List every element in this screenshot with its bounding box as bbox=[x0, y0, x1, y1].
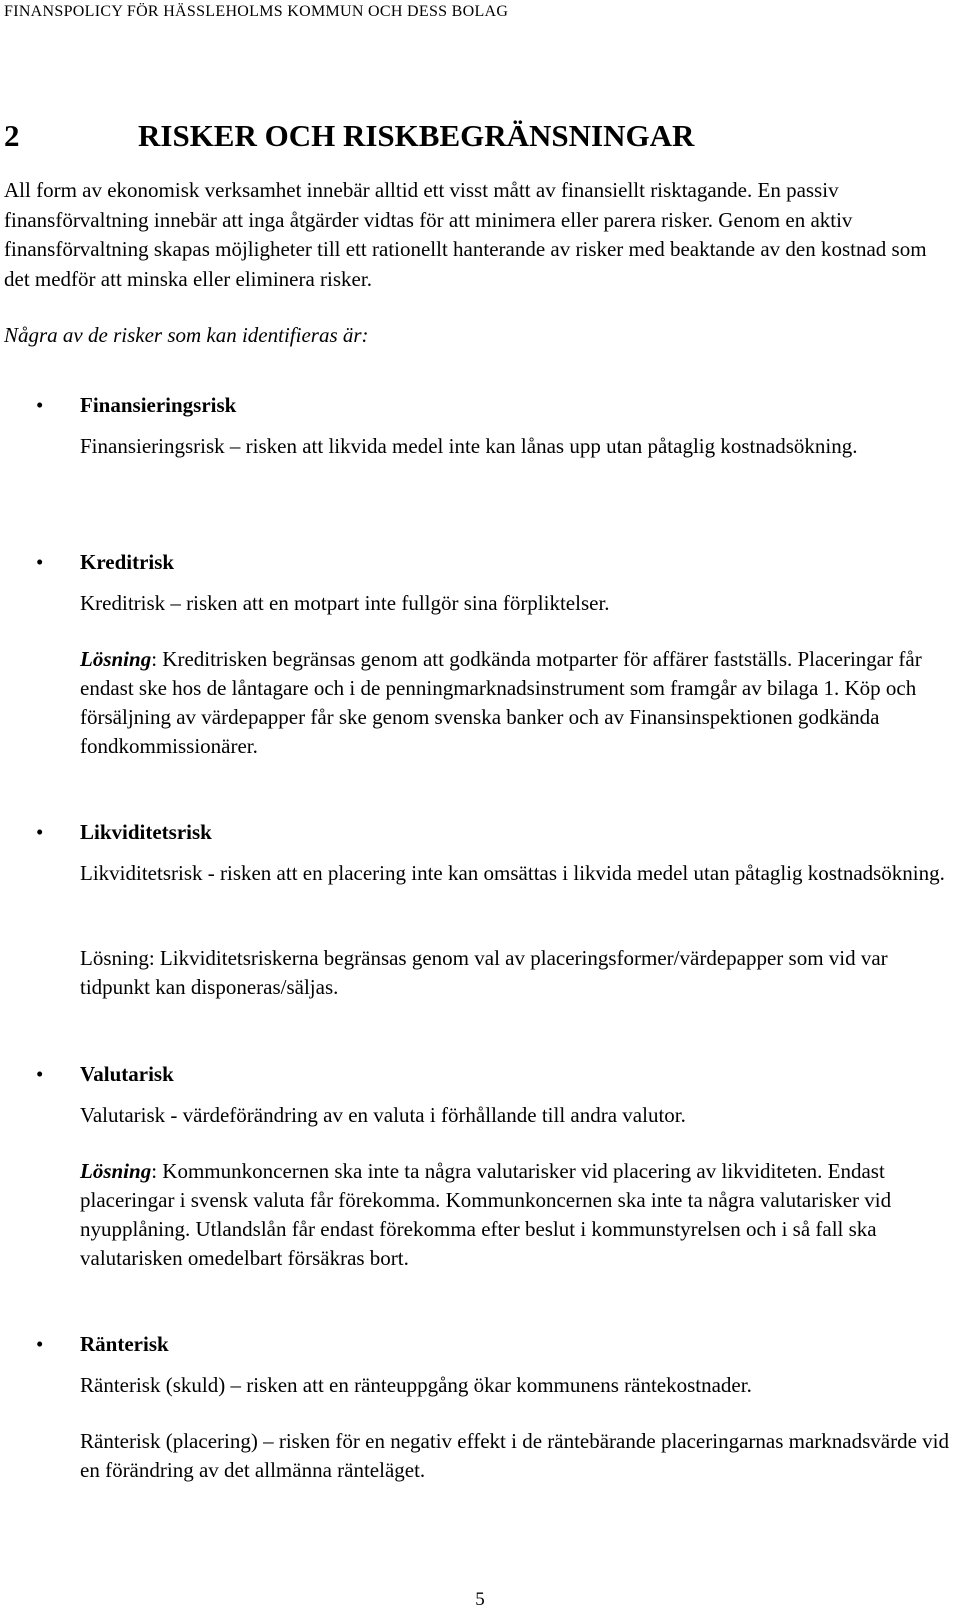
solution-text: : Kreditrisken begränsas genom att godkända motparter för affärer fastställs. Placeringar får endast ske hos de låntagare och i de penningmarknadsinstrument som framgår av bilaga 1. Köp och försäljning av värdepapper får ske genom svenska banker och av Finansinspektionen godkända fondkommissionärer. bbox=[80, 647, 922, 758]
risk-definition: Kreditrisk – risken att en motpart inte fullgör sina förpliktelser. bbox=[80, 591, 610, 615]
solution-label: Lösning bbox=[80, 946, 149, 970]
risk-title: Likviditetsrisk bbox=[80, 820, 212, 844]
bullet-icon: • bbox=[36, 550, 44, 574]
section-title: RISKER OCH RISKBEGRÄNSNINGAR bbox=[138, 118, 695, 153]
solution-label: Lösning bbox=[80, 647, 152, 671]
risk-definition-skuld: Ränterisk (skuld) – risken att en ränteuppgång ökar kommunens räntekostnader. bbox=[80, 1373, 752, 1397]
bullet-icon: • bbox=[36, 393, 44, 417]
risk-solution bbox=[80, 1157, 950, 1273]
solution-text: : Kommunkoncernen ska inte ta några valutarisker vid placering av likviditeten. Endast placeringar i svensk valuta får förekomma. Kommunkoncernen ska inte ta några valutarisker vid nyupplåning. Utlandslån får endast förekomma efter beslut i kommunstyrelsen och i så fall ska valutarisken omedelbart försäkras bort. bbox=[80, 1159, 892, 1270]
risk-definition-placering: Ränterisk (placering) – risken för en negativ effekt i de räntebärande placeringarnas marknadsvärde vid en förändring av det allmänna ränteläget. bbox=[80, 1429, 949, 1482]
risk-definition: Valutarisk - värdeförändring av en valuta i förhållande till andra valutor. bbox=[80, 1103, 686, 1127]
risk-definition: Finansieringsrisk – risken att likvida medel inte kan lånas upp utan påtaglig kostnadsökning. bbox=[80, 434, 858, 458]
bullet-icon: • bbox=[36, 1062, 44, 1086]
risk-title: Ränterisk bbox=[80, 1332, 169, 1356]
section-heading bbox=[4, 116, 694, 156]
lead-sentence: Några av de risker som kan identifieras är: bbox=[4, 323, 369, 347]
risk-solution bbox=[80, 645, 950, 761]
document-header: FINANSPOLICY FÖR HÄSSLEHOLMS KOMMUN OCH DESS BOLAG bbox=[4, 3, 509, 20]
page-number: 5 bbox=[475, 1589, 485, 1610]
risk-title: Finansieringsrisk bbox=[80, 393, 237, 417]
bullet-icon: • bbox=[36, 820, 44, 844]
risk-title: Valutarisk bbox=[80, 1062, 174, 1086]
risk-title: Kreditrisk bbox=[80, 550, 175, 574]
intro-paragraph: All form av ekonomisk verksamhet innebär alltid ett visst mått av finansiellt risktagande. En passiv finansförvaltning innebär att inga åtgärder vidtas för att minimera eller parera risker. Genom en aktiv finansförvaltning skapas möjligheter till ett rationellt hanterande av risker med beaktande av den kostnad som det medför att minska eller eliminera risker. bbox=[4, 178, 927, 291]
bullet-icon: • bbox=[36, 1332, 44, 1356]
solution-text: : Likviditetsriskerna begränsas genom val av placeringsformer/värdepapper som vid var tidpunkt kan disponeras/säljas. bbox=[80, 946, 888, 999]
solution-label: Lösning bbox=[80, 1159, 152, 1183]
risk-solution bbox=[80, 944, 950, 1002]
section-number: 2 bbox=[4, 118, 20, 153]
risk-definition: Likviditetsrisk - risken att en placering inte kan omsättas i likvida medel utan påtaglig kostnadsökning. bbox=[80, 861, 945, 885]
